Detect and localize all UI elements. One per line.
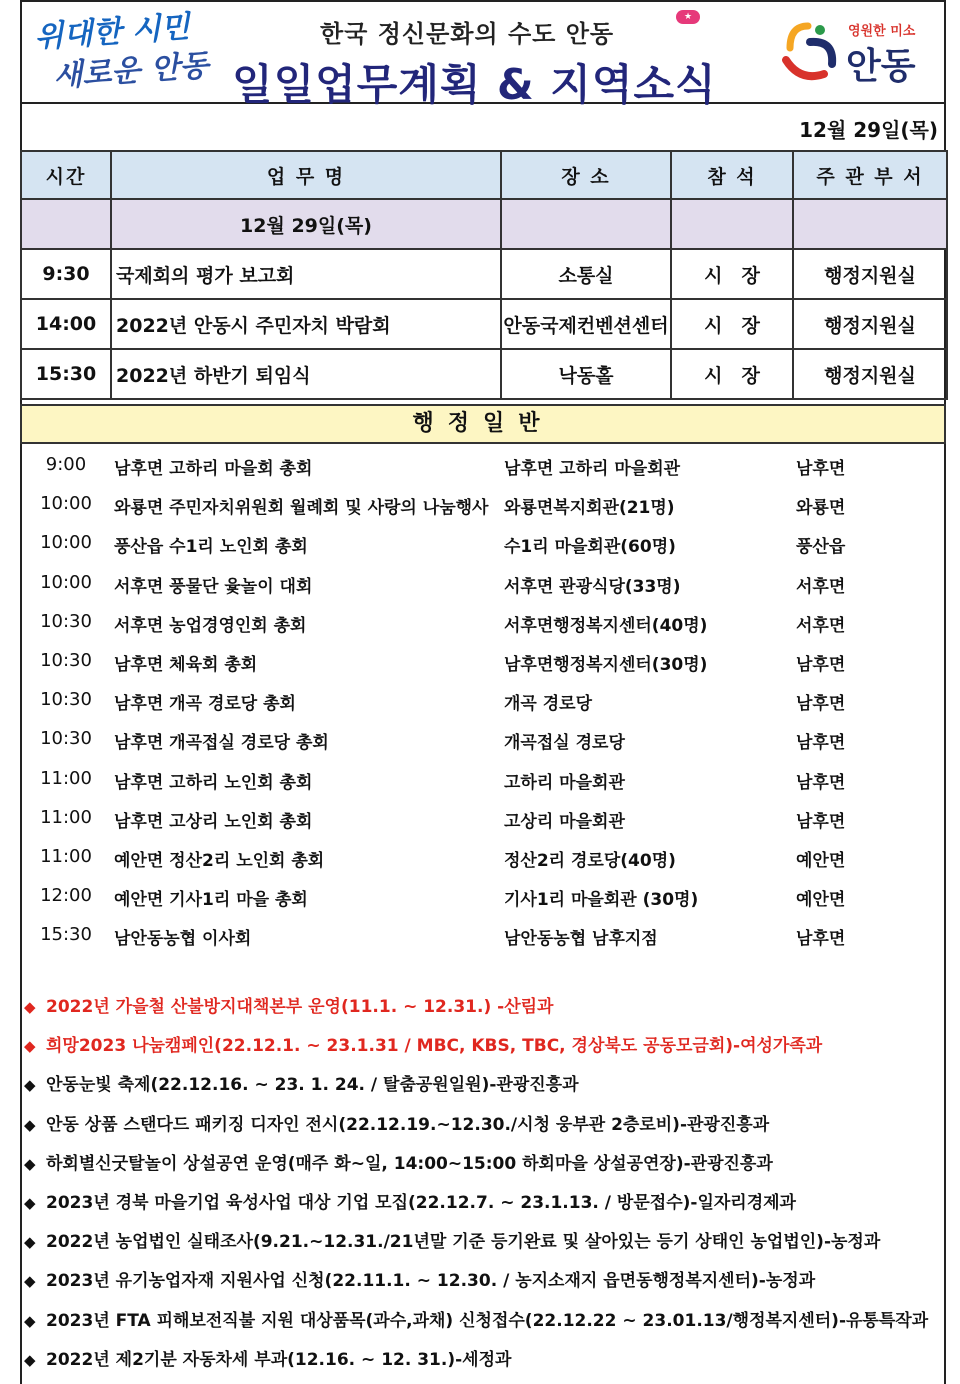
notice-list (24, 992, 944, 1384)
list-item (22, 762, 944, 801)
list-item (22, 918, 944, 957)
table-row (21, 349, 947, 399)
diamond-bullet-icon: ◆ (24, 1311, 36, 1330)
col-header-place: 장 소 (501, 151, 671, 199)
item-dept: 남후면 (796, 929, 846, 950)
row-time: 14:00 (21, 299, 111, 349)
notice-text: 2022년 가을철 산불방지대책본부 운영(11.1. ~ 12.31.) -산림과 (46, 997, 554, 1017)
item-time: 11:00 (40, 767, 92, 789)
subtitle: 한국 정신문화의 수도 안동 (320, 20, 615, 48)
notice-item (24, 1149, 944, 1188)
list-item (22, 605, 944, 644)
list-item (22, 487, 944, 526)
item-time: 11:00 (40, 806, 92, 828)
item-time: 10:30 (40, 649, 92, 671)
page-title: 일일업무계획 & 지역소식 (232, 60, 717, 109)
item-place: 고상리 마을회관 (504, 811, 625, 832)
col-header-task: 업 무 명 (111, 151, 501, 199)
row-attend: 시 장 (671, 249, 793, 299)
item-task: 남후면 고하리 마을회 총회 (114, 459, 313, 479)
item-dept: 남후면 (796, 733, 846, 754)
diamond-bullet-icon: ◆ (24, 1193, 36, 1212)
notice-item (24, 1306, 944, 1345)
notice-text: 희망2023 나눔캠페인(22.12.1. ~ 23.1.31 / MBC, KBS, TBC, 경상북도 공동모금회)-여성가족과 (46, 1036, 823, 1057)
item-dept: 서후면 (796, 615, 846, 636)
item-dept: 서후면 (796, 576, 846, 597)
list-item (22, 526, 944, 565)
item-task: 예안면 기사1리 마을 총회 (114, 890, 308, 911)
item-place: 고하리 마을회관 (504, 772, 625, 793)
item-time: 10:00 (40, 571, 92, 593)
date-row (20, 104, 946, 150)
city-slogan (33, 6, 218, 102)
item-time: 10:30 (40, 689, 92, 711)
notice-item (24, 1031, 944, 1070)
item-place: 기사1리 마을회관 (30명) (504, 890, 699, 911)
table-row (21, 299, 947, 349)
list-item (22, 566, 944, 605)
item-time: 10:30 (40, 610, 92, 632)
notice-text: 2023년 FTA 피해보전직불 지원 대상품목(과수,과채) 신청접수(22.12.22 ~ 23.01.13/행정복지센터)-유통특작과 (46, 1310, 929, 1331)
row-dept: 행정지원실 (793, 249, 947, 299)
slogan-line-1: 위대한 시민 (33, 9, 191, 56)
row-task: 국제회의 평가 보고회 (111, 249, 501, 299)
notice-item (24, 1266, 944, 1305)
list-item (22, 840, 944, 879)
item-place: 서후면 관광식당(33명) (504, 576, 681, 597)
schedule-date-row (21, 199, 947, 249)
slogan-line-2: 새로운 안동 (52, 48, 210, 95)
list-item (22, 879, 944, 918)
item-place: 남후면행정복지센터(30명) (504, 654, 708, 675)
item-time: 10:00 (40, 532, 92, 554)
item-place: 수1리 마을회관(60명) (504, 537, 676, 558)
item-place: 남후면 고하리 마을회관 (504, 459, 681, 479)
diamond-bullet-icon: ◆ (24, 1350, 36, 1369)
table-row (21, 249, 947, 299)
item-dept: 와룡면 (796, 498, 846, 519)
item-dept: 남후면 (796, 811, 846, 832)
item-place: 남안동농협 남후지점 (504, 929, 658, 950)
diamond-bullet-icon: ◆ (24, 1272, 36, 1291)
item-dept: 예안면 (796, 850, 846, 871)
item-place: 와룡면복지회관(21명) (504, 498, 675, 519)
item-time: 10:30 (40, 728, 92, 750)
diamond-bullet-icon: ◆ (24, 998, 36, 1016)
section-title-admin: 행정일반 (20, 404, 946, 444)
diamond-bullet-icon: ◆ (24, 1037, 36, 1056)
schedule-header-row (21, 151, 947, 199)
item-place: 개곡 경로당 (504, 694, 593, 715)
logo-slogan: 영원한 미소 (848, 24, 916, 39)
row-time: 15:30 (21, 349, 111, 399)
row-attend: 시 장 (671, 349, 793, 399)
notice-item (24, 992, 944, 1031)
item-task: 예안면 정산2리 노인회 총회 (114, 850, 325, 871)
diamond-bullet-icon: ◆ (24, 1115, 36, 1134)
notice-item (24, 1345, 944, 1384)
city-logo (780, 16, 930, 92)
badge-icon: ★ (676, 10, 700, 24)
item-time: 10:00 (40, 493, 92, 515)
schedule-date: 12월 29일(목) (111, 199, 501, 249)
diamond-bullet-icon: ◆ (24, 1233, 36, 1252)
diamond-bullet-icon: ◆ (24, 1076, 36, 1095)
general-schedule-list (22, 448, 944, 957)
item-task: 서후면 농업경영인회 총회 (114, 615, 307, 636)
row-place: 안동국제컨벤션센터 (501, 299, 671, 349)
report-date: 12월 29일(목) (799, 118, 938, 142)
item-task: 남후면 개곡 경로당 총회 (114, 694, 296, 715)
diamond-bullet-icon: ◆ (24, 1154, 36, 1173)
item-place: 서후면행정복지센터(40명) (504, 615, 708, 636)
item-task: 남후면 고하리 노인회 총회 (114, 772, 313, 793)
item-place: 정산2리 경로당(40명) (504, 850, 676, 871)
row-dept: 행정지원실 (793, 299, 947, 349)
row-time: 9:30 (21, 249, 111, 299)
col-header-attend: 참 석 (671, 151, 793, 199)
item-dept: 남후면 (796, 654, 846, 675)
row-attend: 시 장 (671, 299, 793, 349)
list-item (22, 801, 944, 840)
notice-item (24, 1110, 944, 1149)
row-task: 2022년 하반기 퇴임식 (111, 349, 501, 399)
list-item (22, 683, 944, 722)
notice-item (24, 1227, 944, 1266)
list-item (22, 644, 944, 683)
item-dept: 예안면 (796, 890, 846, 911)
notice-text: 안동눈빛 축제(22.12.16. ~ 23. 1. 24. / 탈춤공원일원)-관광진흥과 (46, 1075, 579, 1096)
notice-text: 2022년 제2기분 자동차세 부과(12.16. ~ 12. 31.)-세정과 (46, 1349, 512, 1370)
item-time: 12:00 (40, 885, 92, 907)
notice-item (24, 1070, 944, 1109)
item-task: 남후면 고상리 노인회 총회 (114, 811, 313, 832)
andong-logo-icon (780, 20, 844, 84)
item-dept: 남후면 (796, 772, 846, 793)
item-task: 와룡면 주민자치위원회 월례회 및 사랑의 나눔행사 (114, 498, 489, 519)
col-header-time: 시간 (21, 151, 111, 199)
row-task: 2022년 안동시 주민자치 박람회 (111, 299, 501, 349)
item-time: 15:30 (40, 924, 92, 946)
item-place: 개곡접실 경로당 (504, 733, 625, 754)
item-time: 9:00 (45, 454, 87, 475)
schedule-table (20, 150, 948, 400)
notice-text: 2023년 경북 마을기업 육성사업 대상 기업 모집(22.12.7. ~ 23.1.13. / 방문접수)-일자리경제과 (46, 1192, 796, 1213)
item-dept: 남후면 (796, 459, 846, 479)
document-header (20, 0, 946, 109)
notice-text: 안동 상품 스탠다드 패키징 디자인 전시(22.12.19.~12.30./시청 웅부관 2층로비)-관광진흥과 (46, 1114, 770, 1135)
item-task: 남후면 체육회 총회 (114, 654, 258, 675)
logo-name: 안동 (846, 46, 916, 87)
row-place: 소통실 (501, 249, 671, 299)
item-task: 남후면 개곡접실 경로당 총회 (114, 733, 329, 754)
item-task: 서후면 풍물단 윷놀이 대회 (114, 576, 313, 597)
row-dept: 행정지원실 (793, 349, 947, 399)
notice-text: 2022년 농업법인 실태조사(9.21.~12.31./21년말 기준 등기완료 및 살아있는 등기 상태인 농업법인)-농정과 (46, 1232, 881, 1253)
item-dept: 남후면 (796, 694, 846, 715)
list-item (22, 722, 944, 761)
col-header-dept: 주 관 부 서 (793, 151, 947, 199)
item-time: 11:00 (40, 845, 92, 867)
notice-text: 하회별신굿탈놀이 상설공연 운영(매주 화~일, 14:00~15:00 하회마을 상설공연장)-관광진흥과 (46, 1153, 773, 1174)
item-task: 남안동농협 이사회 (114, 929, 252, 950)
item-dept: 풍산읍 (796, 537, 846, 558)
item-task: 풍산읍 수1리 노인회 총회 (114, 537, 308, 558)
list-item (22, 448, 944, 487)
notice-text: 2023년 유기농업자재 지원사업 신청(22.11.1. ~ 12.30. / 농지소재지 읍면동행정복지센터)-농정과 (46, 1271, 816, 1292)
notice-item (24, 1188, 944, 1227)
row-place: 낙동홀 (501, 349, 671, 399)
